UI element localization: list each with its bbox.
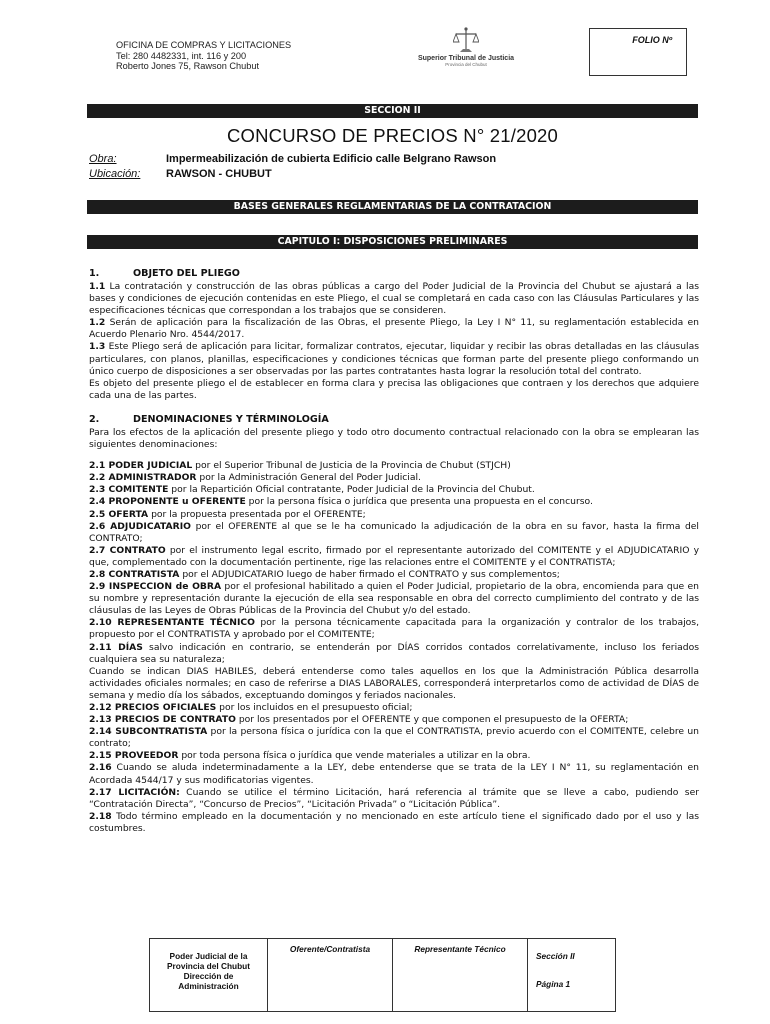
definition-text: salvo indicación en contrario, se entenderán por DÍAS corridos contados correlativamente, incluso los feriados cualquiera sea su naturaleza; [89,641,699,665]
definition-text: por los incluidos en el presupuesto oficial; [216,702,413,713]
bases-bar: BASES GENERALES REGLAMENTARIAS DE LA CONTRATACION [87,200,698,214]
definition-term: 2.15 PROVEEDOR [89,750,179,762]
paragraph: Para los efectos de la aplicación del presente pliego y todo otro documento contractual relacionado con la obra se emplearan las siguientes denominaciones: [89,426,699,451]
office-line: Roberto Jones 75, Rawson Chubut [116,61,260,71]
section-title: OBJETO DEL PLIEGO [133,268,240,279]
definition-item [89,642,699,666]
footer-pagina: Página 1 [536,979,571,989]
paragraph [89,317,699,341]
definition-text: por la persona física o jurídica que presenta una propuesta en el concurso. [245,496,593,508]
definition-term: 2.11 DÍAS [89,641,143,653]
definition-text: por el Superior Tribunal de Justicia de la Provincia de Chubut (STJCH) [192,460,511,472]
paragraph [89,341,699,377]
definition-text: Cuando se aluda indeterminadamente a la LEY, debe entenderse que se trata de la LEY I N° 11, su reglamentación en Acordada 4544/17 y sus modificatorias vigentes. [89,762,699,786]
definition-text: Cuando se indican DIAS HABILES, deberá entenderse como tales aquellos en los que la Administración Pública desarrolla actividades oficiales normales; en caso de referirse a DIAS LABORALES, corresponderá interpretarlos como de actividad de DÍAS de semana y medio día los sábados, exceptuando domingos y feriados nacionales. [89,665,699,701]
folio-box [589,28,687,76]
definition-text: por la persona técnicamente capacitada para la organización y contralor de los trabajos, propuesto por el CONTRATISTA y aprobado por el COMITENTE; [89,617,699,641]
section-heading [89,414,699,427]
definition-term: 2.7 CONTRATO [89,544,166,556]
definition-term: 2.9 INSPECCION de OBRA [89,581,222,593]
definition-item [89,787,699,811]
definition-text: por la Administración General del Poder Judicial. [196,472,421,484]
definition-item [89,460,699,472]
paragraph-text: Serán de aplicación para la fiscalización de las Obras, el presente Pliego, la Ley I N° 11, su reglamentación establecida en Acuerdo Plenario Nro. 4544/2017. [89,317,699,341]
footer-representante: Representante Técnico [393,939,528,1011]
footer-org [150,939,268,1011]
definition-item [89,714,699,726]
paragraph-text: La contratación y construcción de las obras públicas a cargo del Poder Judicial de la Provincia del Chubut se ajustará a las bases y condiciones de ejecución contenidas en este Pliego, el cual se completará en cada caso con las Cláusulas Particulares y las especificaciones técnicas que correspondan a los trabajos que se consideren. [89,281,699,317]
definition-text: por los presentados por el OFERENTE y que componen el presupuesto de la OFERTA; [235,714,629,726]
definition-text: por el profesional habilitado a quien el Poder Judicial, propietario de la obra, encomienda para que en su nombre y representación durante la ejecución de ella sea responsable en obra del correcto cumplimiento del contrato y de las cláusulas de las Leyes de Obras Públicas de la Provincia del Chubut y/o del estado. [89,581,699,617]
definition-item [89,762,699,786]
office-line: Tel: 280 4482331, int. 116 y 200 [116,50,247,61]
document-body [89,268,699,835]
footer-org-line: Administración [178,981,239,991]
paragraph: Es objeto del presente pliego el de establecer en forma clara y precisa las obligaciones que contraen y los derechos que adquiere cada una de las partes. [89,377,699,401]
section-number: 1. [89,268,100,279]
definition-item [89,496,699,508]
definition-text: Todo término empleado en la documentación y no mencionado en este artículo tiene el significado dado por el uso y las costumbres. [89,810,699,834]
definition-term: 2.12 PRECIOS OFICIALES [89,702,217,713]
definition-item [89,569,699,581]
logo-subtitle: Provincia del Chubut [445,62,487,67]
section-number: 2. [89,413,100,425]
definition-item [89,702,699,714]
definition-term: 2.5 OFERTA [89,508,149,520]
definition-item [89,484,699,496]
footer-table [149,938,616,1012]
definition-text: por el OFERENTE al que se le ha comunicado la adjudicación de la obra en su favor, hasta la firma del CONTRATO; [89,520,699,544]
definition-item [89,545,699,569]
footer-org-line: Dirección de [183,971,234,981]
paragraph-text: Este Pliego será de aplicación para licitar, formalizar contratos, ejecutar, liquidar y recibir las obras detalladas en las cláusulas particulares, con planos, planillas, especificaciones y condiciones técnicas que forman parte del presente pliego conformando un único cuerpo de disposiciones a ser observadas por las partes contratantes hasta lograr la resolución total del contrato. [89,341,699,377]
obra-label: Obra: [89,153,117,165]
definition-text: por el instrumento legal escrito, firmado por el representante autorizado del COMITENTE y el ADJUDICATARIO y que, complementado con la documentación pertinente, rige las relaciones entre el COMITENTE y el CONTRATISTA; [89,544,700,568]
definition-item [89,811,699,835]
scales-of-justice-icon [453,26,479,54]
office-line: OFICINA DE COMPRAS Y LICITACIONES [116,40,292,50]
definition-term: 2.4 PROPONENTE u OFERENTE [89,496,246,508]
section-bar: SECCION II [87,104,698,118]
court-logo [410,26,522,78]
definition-text: por la propuesta presentada por el OFERENTE; [148,508,366,520]
footer-org-line: Poder Judicial de la [169,951,248,961]
definition-term: 2.6 ADJUDICATARIO [89,520,191,532]
definition-text: por la Repartición Oficial contratante, Poder Judicial de la Provincia del Chubut. [168,484,535,496]
definition-item [89,521,699,545]
definition-item [89,617,699,641]
definition-item [89,750,699,762]
footer-oferente: Oferente/Contratista [268,939,393,1011]
obra-value: Impermeabilización de cubierta Edificio calle Belgrano Rawson [166,153,497,165]
definition-term: 2.2 ADMINISTRADOR [89,472,197,484]
definition-item [89,509,699,521]
footer-org-line: Provincia del Chubut [167,961,250,971]
definition-term: 2.3 COMITENTE [89,484,169,496]
ubicacion-label: Ubicación: [89,168,141,180]
definition-term: 2.13 PRECIOS DE CONTRATO [89,714,236,726]
definition-term: 2.8 CONTRATISTA [89,568,180,580]
paragraph-number: 1.1 [89,281,106,292]
section-title: DENOMINACIONES Y TÉRMINOLOGÍA [133,413,329,425]
logo-name: Superior Tribunal de Justicia [417,55,515,62]
definition-text: por la persona física o jurídica con la que el CONTRATISTA, previo acuerdo con el COMITENTE, celebre un contrato; [89,726,699,750]
paragraph-number: 1.3 [89,341,106,353]
footer-seccion: Sección II [536,951,575,961]
definition-term: 2.18 [89,810,112,822]
definition-term: 2.14 SUBCONTRATISTA [89,726,208,738]
footer-section-page [528,939,617,1011]
paragraph [89,281,699,317]
definition-term: 2.16 [89,762,112,774]
paragraph-number: 1.2 [89,317,106,329]
definition-term: 2.10 REPRESENTANTE TÉCNICO [89,617,255,629]
ubicacion-value: RAWSON - CHUBUT [166,168,272,180]
definition-item [89,726,699,750]
definition-text: por toda persona física o jurídica que vende materiales a utilizar en la obra. [178,750,531,762]
definition-text: por el ADJUDICATARIO luego de haber firmado el CONTRATO y sus complementos; [179,568,560,580]
page-title: CONCURSO DE PRECIOS N° 21/2020 [226,125,559,146]
definition-text: Cuando se utilice el término Licitación, hará referencia al trámite que se lleve a cabo, pudiendo ser “Contratación Directa”, “Concurso de Precios”, “Licitación Privada” o “Licitación Pública”. [89,786,699,810]
section-heading [89,268,699,281]
definition-item [89,581,699,617]
office-address [116,40,291,72]
definition-item [89,472,699,484]
definition-term: 2.1 PODER JUDICIAL [89,460,193,472]
definitions-list [89,460,699,835]
capitulo-bar: CAPITULO I: DISPOSICIONES PRELIMINARES [87,235,698,249]
definition-term: 2.17 LICITACIÓN: [89,786,180,798]
folio-label: FOLIO Nº [632,35,672,45]
definition-item [89,666,699,702]
